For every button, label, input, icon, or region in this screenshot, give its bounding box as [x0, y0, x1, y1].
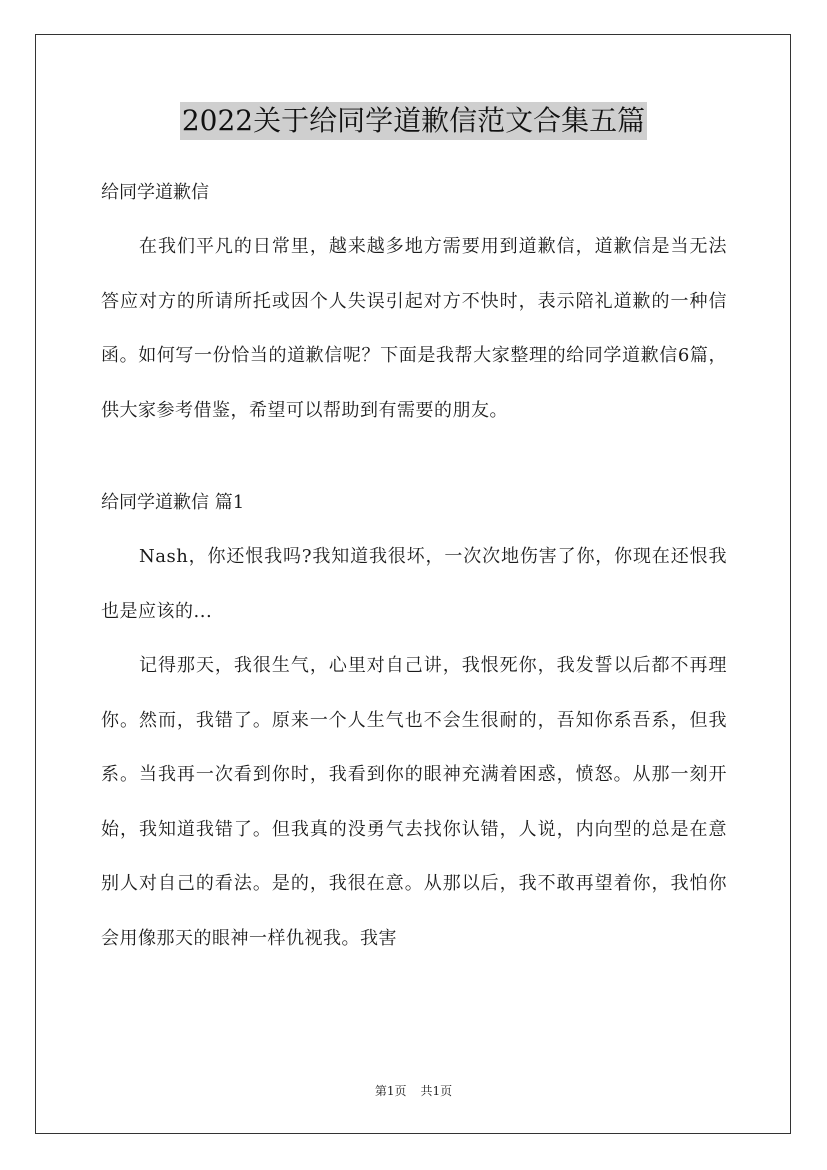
intro-heading: 给同学道歉信: [101, 182, 209, 203]
page-footer: [0, 1082, 827, 1099]
document-body: [101, 166, 727, 966]
page-number: 第1页: [374, 1084, 407, 1098]
section1-heading: 给同学道歉信 篇1: [101, 492, 245, 513]
document-title: 2022关于给同学道歉信范文合集五篇: [180, 102, 647, 140]
intro-paragraph: 在我们平凡的日常里，越来越多地方需要用到道歉信，道歉信是当无法答应对方的所请所托或因个人失误引起对方不快时，表示陪礼道歉的一种信函。如何写一份恰当的道歉信呢？下面是我帮大家整理的给同学道歉信6篇，供大家参考借鉴，希望可以帮助到有需要的朋友。: [101, 236, 727, 421]
section1-paragraph-1: Nash，你还恨我吗?我知道我很坏，一次次地伤害了你，你现在还恨我也是应该的...: [101, 546, 727, 622]
section1-paragraph-2: 记得那天，我很生气，心里对自己讲，我恨死你，我发誓以后都不再理你。然而，我错了。原来一个人生气也不会生很耐的，吾知你系吾系，但我系。当我再一次看到你时，我看到你的眼神充满着困惑，愤怒。从那一刻开始，我知道我错了。但我真的没勇气去找你认错，人说，内向型的总是在意别人对自己的看法。是的，我很在意。从那以后，我不敢再望着你，我怕你会用像那天的眼神一样仇视我。我害: [101, 655, 727, 949]
page-total: 共1页: [420, 1084, 453, 1098]
title-container: [0, 102, 827, 140]
section-spacer: [101, 438, 727, 476]
